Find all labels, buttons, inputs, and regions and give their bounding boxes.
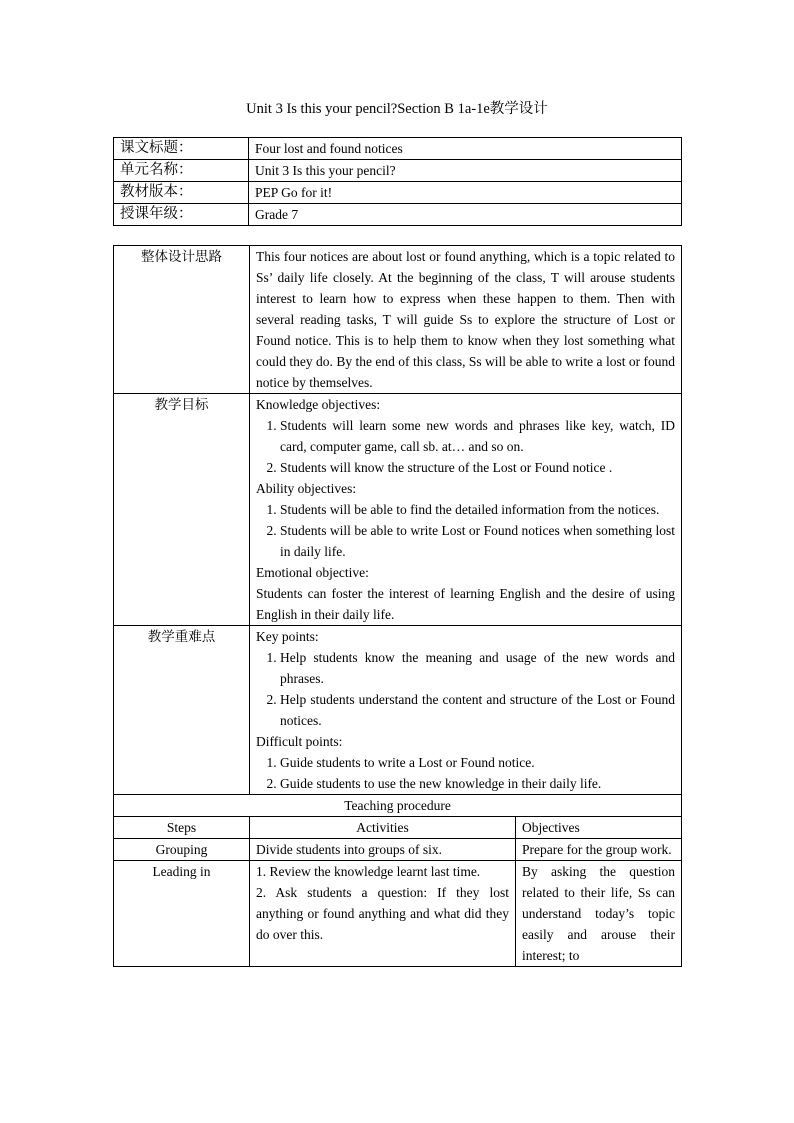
objectives-label: 教学目标 bbox=[114, 394, 250, 626]
procedure-heading-row bbox=[114, 795, 682, 817]
column-header-objectives: Objectives bbox=[516, 817, 682, 839]
objectives-row bbox=[114, 394, 682, 626]
column-header-steps: Steps bbox=[114, 817, 250, 839]
key-heading: Key points: bbox=[256, 629, 319, 644]
list-item: 1. Guide students to write a Lost or Found notice. bbox=[280, 752, 675, 773]
key-list bbox=[256, 647, 675, 731]
list-item: 1. Students will learn some new words and phrases like key, watch, ID card, computer game, call sb. at… and so on. bbox=[280, 415, 675, 457]
info-table bbox=[113, 137, 682, 226]
activities-cell bbox=[250, 861, 516, 967]
objectives-cell: Prepare for the group work. bbox=[516, 839, 682, 861]
activity-text: Divide students into groups of six. bbox=[256, 842, 442, 857]
list-item: 1. Students will be able to find the detailed information from the notices. bbox=[280, 499, 675, 520]
document-title: Unit 3 Is this your pencil?Section B 1a-1e教学设计 bbox=[246, 101, 548, 117]
column-header-activities: Activities bbox=[250, 817, 516, 839]
design-text: This four notices are about lost or found anything, which is a topic related to Ss’ daily life closely. At the beginning of the class, T will arouse students interest to learn how to express when these happen to them. Then with several reading tasks, T will guide Ss to explore the structure of Lost or Found notice. This is to help them to know when they lost something what could they do. By the end of this class, Ss will be able to write a lost or found notice by themselves. bbox=[250, 246, 682, 394]
key-points-content bbox=[250, 626, 682, 795]
list-item: 2. Guide students to use the new knowledge in their daily life. bbox=[280, 773, 675, 794]
procedure-header-row bbox=[114, 817, 682, 839]
info-label: 单元名称： bbox=[114, 160, 249, 182]
table-row bbox=[114, 839, 682, 861]
info-label: 授课年级： bbox=[114, 204, 249, 226]
lesson-plan-table bbox=[113, 245, 682, 967]
knowledge-list bbox=[256, 415, 675, 478]
info-row-edition bbox=[114, 182, 682, 204]
list-item: 2. Help students understand the content and structure of the Lost or Found notices. bbox=[280, 689, 675, 731]
objectives-content bbox=[250, 394, 682, 626]
list-item: 1. Help students know the meaning and usage of the new words and phrases. bbox=[280, 647, 675, 689]
list-item: 2. Students will know the structure of the Lost or Found notice . bbox=[280, 457, 675, 478]
activity-text: 1. Review the knowledge learnt last time. bbox=[256, 864, 481, 879]
activity-text: 2. Ask students a question: If they lost anything or found anything and what did they do over this. bbox=[256, 885, 509, 942]
step-cell: Grouping bbox=[114, 839, 250, 861]
list-item: 2. Students will be able to write Lost or Found notices when something lost in daily life. bbox=[280, 520, 675, 562]
activities-cell bbox=[250, 839, 516, 861]
ability-heading: Ability objectives: bbox=[256, 481, 357, 496]
info-row-grade bbox=[114, 204, 682, 226]
info-row-unit bbox=[114, 160, 682, 182]
design-row bbox=[114, 246, 682, 394]
info-value: PEP Go for it! bbox=[249, 182, 682, 204]
design-label: 整体设计思路 bbox=[114, 246, 250, 394]
key-points-label: 教学重难点 bbox=[114, 626, 250, 795]
info-label: 课文标题： bbox=[114, 138, 249, 160]
info-value: Grade 7 bbox=[249, 204, 682, 226]
ability-list bbox=[256, 499, 675, 562]
info-label: 教材版本： bbox=[114, 182, 249, 204]
difficult-heading: Difficult points: bbox=[256, 734, 343, 749]
info-value: Unit 3 Is this your pencil? bbox=[249, 160, 682, 182]
emotional-text: Students can foster the interest of learning English and the desire of using English in their daily life. bbox=[256, 586, 676, 622]
objectives-cell: By asking the question related to their life, Ss can understand today’s topic easily and arouse their interest; to bbox=[516, 861, 682, 967]
key-points-row bbox=[114, 626, 682, 795]
knowledge-heading: Knowledge objectives: bbox=[256, 397, 381, 412]
info-row-title bbox=[114, 138, 682, 160]
emotional-heading: Emotional objective: bbox=[256, 565, 369, 580]
table-row bbox=[114, 861, 682, 967]
info-value: Four lost and found notices bbox=[249, 138, 682, 160]
difficult-list bbox=[256, 752, 675, 794]
step-cell: Leading in bbox=[114, 861, 250, 967]
procedure-heading: Teaching procedure bbox=[114, 795, 682, 817]
